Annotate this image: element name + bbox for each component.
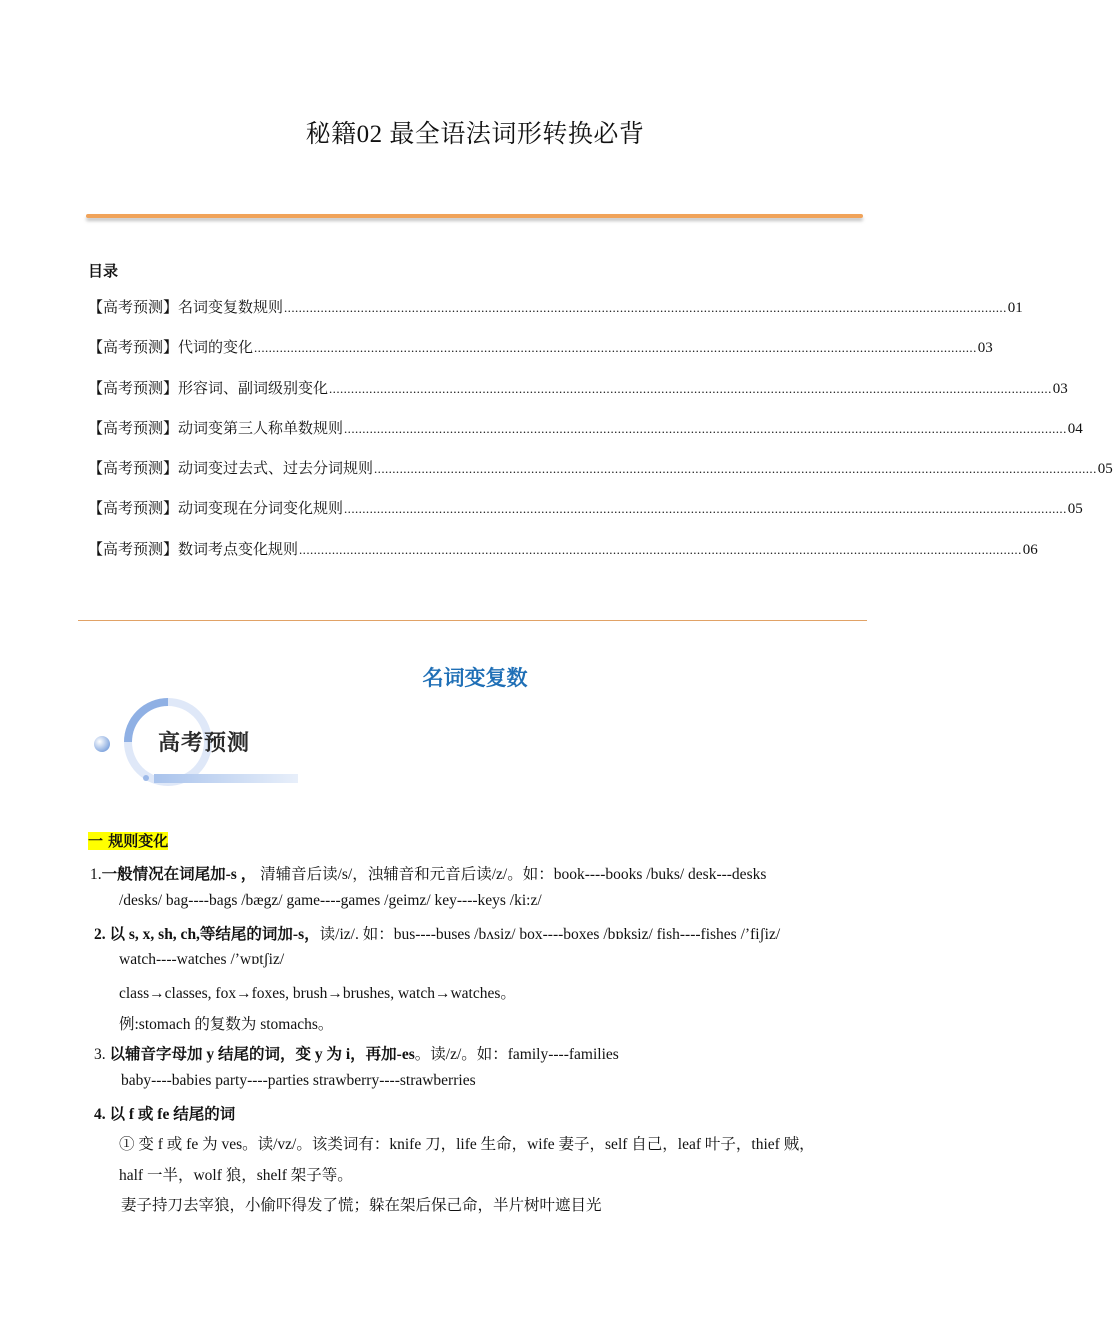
rule-3-number: 3. [94, 1046, 110, 1063]
toc-leader: ...................................................................................................................................................................................................... [254, 340, 977, 356]
rule-2-bold: 2. 以 s, x, sh, ch,等结尾的词加-s， [94, 926, 320, 943]
rule-1-number: 1. [90, 866, 102, 883]
rule-heading-text: 一 规则变化 [88, 832, 169, 850]
toc-heading: 目录 [88, 262, 119, 280]
toc-item-page: 05 [1067, 501, 1083, 518]
rule-1-text: 清辅音后读/s/，浊辅音和元音后读/z/。如：book----books /buks/ desk---desks [260, 866, 767, 883]
section-title: 名词变复数 [422, 666, 528, 690]
toc-item-page: 01 [1007, 300, 1023, 316]
toc-item[interactable] [88, 538, 1038, 578]
toc-item-label: 【高考预测】数词考点变化规则 [88, 541, 299, 558]
toc-leader: ...................................................................................................................................................................................................... [329, 380, 1052, 396]
toc-item-label: 【高考预测】代词的变化 [88, 340, 254, 357]
toc-item[interactable] [88, 296, 1023, 336]
toc-item-label: 【高考预测】动词变第三人称单数规则 [88, 420, 344, 437]
rule-2-text: 读/iz/. 如：bus----buses /bʌsiz/ box----boxes /bɒksiz/ fish----fishes /’fiʃiz/ [319, 926, 781, 943]
rule-3-bold: 以辅音字母加 y 结尾的词，变 y 为 i，再加-es [109, 1046, 415, 1063]
toc-item-page: 04 [1067, 420, 1083, 437]
rule-1-bold: 一般情况在词尾加-s ， [101, 866, 257, 883]
rule-4-line1: ① 变 f 或 fe 为 ves。读/vz/。该类词有：knife 刀，life 生命，wife 妻子，self 自己，leaf 叶子，thief 贼， [119, 1136, 815, 1153]
rule-2 [94, 922, 780, 944]
toc-item-label: 【高考预测】名词变复数规则 [88, 300, 284, 316]
toc-item[interactable] [88, 336, 993, 376]
rule-heading [88, 830, 168, 851]
page-title: 秘籍02 最全语法词形转换必背 [305, 121, 645, 148]
rule-3-line2: baby----babies party----parties strawberry----strawberries [121, 1072, 476, 1089]
rule-2-line3: class→classes, fox→foxes, brush→brushes, watch→watches。 [119, 985, 516, 1002]
rule-4-mnemonic: 妻子持刀去宰狼，小偷吓得发了慌；躲在架后保己命，半片树叶遮目光 [121, 1197, 602, 1214]
rule-4-bold: 4. 以 f 或 fe 结尾的词 [94, 1106, 236, 1123]
rule-2-line2: watch----watches /’wɒtʃiz/ [119, 951, 285, 968]
rule-3 [94, 1042, 619, 1064]
toc-item-label: 【高考预测】动词变过去式、过去分词规则 [88, 461, 374, 478]
toc-leader: ...................................................................................................................................................................................................... [284, 300, 1007, 315]
toc-item-page: 06 [1022, 541, 1038, 558]
toc-item-page: 03 [1052, 380, 1068, 397]
toc-leader: ...................................................................................................................................................................................................... [344, 501, 1067, 517]
toc-item-label: 【高考预测】形容词、副词级别变化 [88, 380, 329, 397]
rule-1-line2: /desks/ bag----bags /bægz/ game----games /geimz/ key----keys /ki:z/ [119, 892, 542, 909]
rule-3-text: 。读/z/。如：family----families [414, 1046, 619, 1063]
banner-label: 高考预测 [158, 731, 251, 756]
table-of-contents [88, 296, 1113, 578]
toc-item[interactable] [88, 457, 1113, 497]
toc-item[interactable] [88, 377, 1068, 417]
toc-item[interactable] [88, 497, 1083, 537]
toc-item-page: 05 [1097, 461, 1113, 478]
toc-leader: ...................................................................................................................................................................................................... [374, 461, 1097, 477]
toc-item-page: 03 [977, 340, 993, 357]
rule-4-line2: half 一半，wolf 狼，shelf 架子等。 [119, 1167, 353, 1184]
section-divider [78, 620, 867, 621]
toc-leader: ...................................................................................................................................................................................................... [299, 541, 1022, 557]
rule-1 [90, 862, 766, 884]
toc-leader: ...................................................................................................................................................................................................... [344, 420, 1067, 436]
section-banner [88, 696, 300, 792]
title-divider [86, 214, 863, 218]
toc-item[interactable] [88, 417, 1083, 457]
rule-2-line4: 例:stomach 的复数为 stomachs。 [119, 1016, 334, 1033]
toc-item-label: 【高考预测】动词变现在分词变化规则 [88, 501, 344, 518]
rule-4 [94, 1102, 235, 1124]
